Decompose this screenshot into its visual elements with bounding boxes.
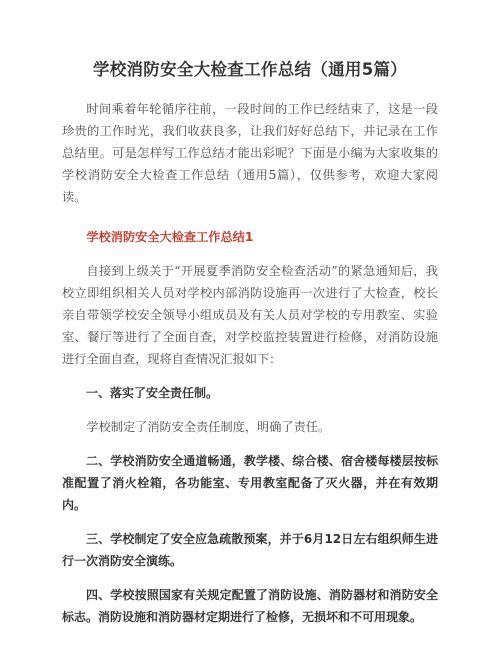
item1-heading: 一、落实了安全责任制。 (86, 386, 219, 400)
section-heading-1: 学校消防安全大检查工作总结1 (86, 230, 254, 244)
item1-text: 学校制定了消防安全责任制度，明确了责任。 (86, 420, 331, 434)
document-page (62, 60, 438, 628)
intro-paragraph: 时间乘着年轮循序往前，一段时间的工作已经结束了，这是一段珍贵的工作时光，我们收获良多，让我们好好总结下，并记录在工作总结里。可是怎样写工作总结才能出彩呢？下面是小编为大家收集的学校消防安全大检查工作总结（通用5篇），仅供参考，欢迎大家阅读。 (62, 102, 438, 204)
item3-heading: 三、学校制定了安全应急疏散预案，并于6月12日左右组织师生进行一次消防安全演练。 (62, 532, 438, 568)
section1-paragraph: 自接到上级关于“开展夏季消防安全检查活动”的紧急通知后，我校立即组织相关人员对学校内部消防设施再一次进行了大检查，校长亲自带领学校安全领导小组成员及有关人员对学校的专用教室、实验室、餐厅等进行了全面自查，对学校监控装置进行检修，对消防设施进行全面自查，现将自查情况汇报如下： (62, 264, 438, 366)
document-title: 学校消防安全大检查工作总结（通用5篇） (92, 60, 408, 79)
item4-heading: 四、学校按照国家有关规定配置了消防设施、消防器材和消防安全标志。消防设施和消防器材定期进行了检修，无损坏和不可用现象。 (62, 588, 438, 624)
item2-heading: 二、学校消防安全通道畅通，教学楼、综合楼、宿舍楼每楼层按标准配置了消火栓箱，各功能室、专用教室配备了灭火器，并在有效期内。 (62, 454, 438, 512)
